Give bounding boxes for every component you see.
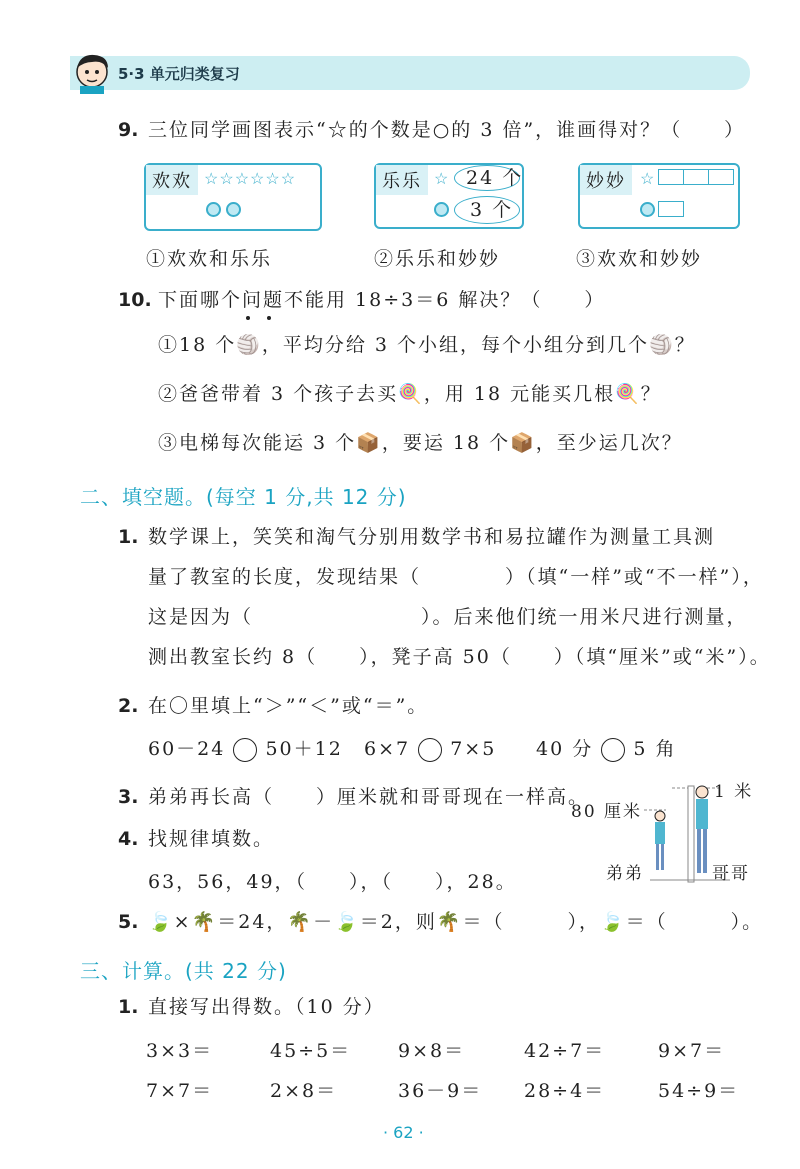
circle-icon (640, 202, 655, 221)
q9-box-label: 妙妙 (580, 165, 632, 195)
calc-item: 54÷9＝ (658, 1080, 740, 1102)
compare-left: 6×7 (364, 738, 411, 760)
compare-item-1 (148, 737, 343, 762)
q9-box-label: 乐乐 (376, 165, 428, 195)
q9-box-label: 欢欢 (146, 165, 198, 195)
section2-title: 二、填空题。(每空 1 分,共 12 分) (80, 485, 407, 509)
compare-right: 50＋12 (265, 738, 343, 760)
q10-option-1: ①18 个🏐，平均分给 3 个小组，每个小组分到几个🏐？ (158, 334, 696, 356)
compare-item-3 (536, 737, 676, 762)
s2-q5-text: 🍃×🌴＝24，🌴－🍃＝2，则🌴＝（ ），🍃＝（ ）。 (148, 911, 764, 933)
circle-icon (434, 202, 449, 221)
s2-q3-text: 弟弟再长高（ ）厘米就和哥哥现在一样高。 (148, 786, 590, 808)
compare-circle[interactable] (233, 738, 257, 762)
q9-text: 三位同学画图表示“☆的个数是○的 3 倍”，谁画得对？（ ） (148, 119, 746, 141)
q10-number: 10. (118, 289, 152, 311)
q9-option-3: ③欢欢和妙妙 (576, 248, 703, 270)
calc-item: 3×3＝ (146, 1040, 214, 1062)
label-younger-brother: 弟弟 (606, 864, 644, 884)
calc-item: 42÷7＝ (524, 1040, 606, 1062)
calc-item: 36－9＝ (398, 1080, 483, 1102)
calc-item: 7×7＝ (146, 1080, 214, 1102)
q9-rect-single (658, 201, 684, 221)
label-older-brother: 哥哥 (712, 864, 750, 884)
q9-rect-row (658, 169, 734, 189)
s2-q2-number: 2. (118, 695, 139, 717)
q10-option-2: ②爸爸带着 3 个孩子去买🍭，用 18 元能买几根🍭？ (158, 383, 662, 405)
s2-q1-line-4: 测出教室长约 8（ ），凳子高 50（ ）（填“厘米”或“米”）。 (148, 646, 771, 668)
emphasis-dot (267, 316, 271, 320)
s2-q4-number: 4. (118, 828, 139, 850)
q9-lele-top: 24 个 (466, 167, 524, 189)
q9-option-2: ②乐乐和妙妙 (374, 248, 501, 270)
compare-circle[interactable] (418, 738, 442, 762)
s3-q1-number: 1. (118, 996, 139, 1018)
star-icon: ☆ (434, 169, 449, 188)
section3-title: 三、计算。(共 22 分) (80, 959, 287, 983)
calc-item: 45÷5＝ (270, 1040, 352, 1062)
emphasis-dot (246, 316, 250, 320)
calc-item: 28÷4＝ (524, 1080, 606, 1102)
compare-left: 40 分 (536, 738, 594, 760)
q9-lele-bottom: 3 个 (470, 199, 514, 221)
compare-item-2 (364, 737, 496, 762)
calc-item: 9×7＝ (658, 1040, 726, 1062)
calc-item: 9×8＝ (398, 1040, 466, 1062)
q10-option-3: ③电梯每次能运 3 个📦，要运 18 个📦，至少运几次？ (158, 432, 683, 454)
compare-circle[interactable] (601, 738, 625, 762)
s2-q1-line-2: 量了教室的长度，发现结果（ ）（填“一样”或“不一样”）， (148, 566, 764, 588)
q9-number: 9. (118, 119, 139, 141)
header-title: 5·3 单元归类复习 (118, 65, 240, 83)
circle-icon (206, 202, 241, 221)
s2-q1-line-3: 这是因为（ ）。后来他们统一用米尺进行测量， (148, 606, 748, 628)
s3-q1-text: 直接写出得数。（10 分） (148, 996, 385, 1018)
s2-q4-text: 找规律填数。 (148, 828, 275, 850)
compare-right: 7×5 (450, 738, 497, 760)
q9-option-1: ①欢欢和乐乐 (146, 248, 273, 270)
page-number: · 62 · (383, 1123, 424, 1142)
star-icon: ☆ (640, 169, 655, 188)
q10-text: 下面哪个问题不能用 18÷3＝6 解决？（ ） (158, 289, 606, 311)
compare-left: 60－24 (148, 738, 226, 760)
s2-q3-number: 3. (118, 786, 139, 808)
mascot-icon (70, 50, 116, 94)
s2-q4-sequence: 63，56，49，（ ），（ ），28。 (148, 871, 517, 893)
compare-right: 5 角 (633, 738, 677, 760)
s2-q2-text: 在〇里填上“＞”“＜”或“＝”。 (148, 695, 429, 717)
star-icon: ☆☆☆☆☆☆ (204, 169, 297, 188)
s2-q1-number: 1. (118, 526, 139, 548)
calc-item: 2×8＝ (270, 1080, 338, 1102)
s2-q1-line-1: 数学课上，笑笑和淘气分别用数学书和易拉罐作为测量工具测 (148, 526, 716, 548)
label-80cm: 80 厘米 (571, 802, 643, 822)
label-1m: 1 米 (714, 782, 754, 802)
s2-q5-number: 5. (118, 911, 139, 933)
